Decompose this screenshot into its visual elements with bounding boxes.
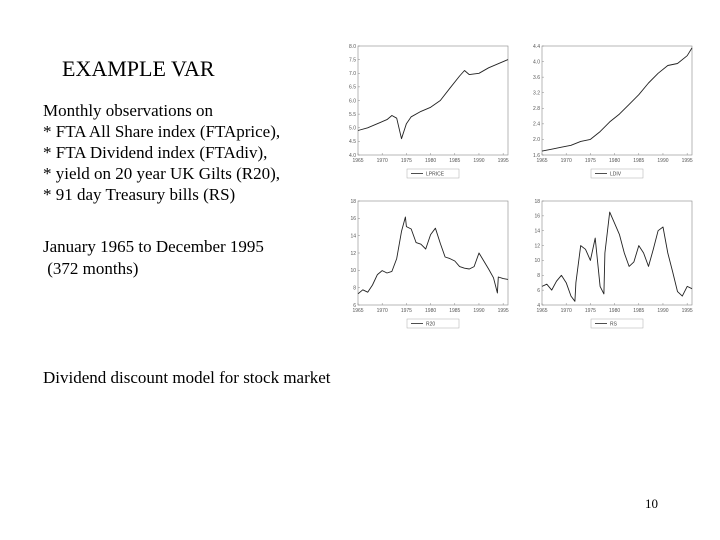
series-line-ldiv [542, 48, 692, 151]
page-number: 10 [645, 496, 658, 511]
legend [407, 319, 459, 328]
plot-frame [358, 201, 508, 305]
intro-text [43, 100, 280, 205]
slide-title: EXAMPLE VAR [62, 56, 215, 81]
x-tick-label: 1990 [473, 308, 485, 314]
x-tick-label: 1990 [657, 158, 669, 164]
y-tick-label: 6.5 [349, 84, 356, 91]
chart-rs [524, 195, 696, 335]
y-tick-label: 1.6 [533, 152, 540, 159]
x-tick-label: 1975 [584, 308, 596, 314]
legend [407, 169, 459, 178]
period-line: January 1965 to December 1995 [43, 237, 264, 256]
series-line-rs [542, 212, 692, 301]
intro-line: * yield on 20 year UK Gilts (R20), [43, 164, 281, 183]
x-tick-label: 1970 [376, 158, 388, 164]
y-tick-label: 4.0 [349, 152, 356, 159]
plot-frame [358, 46, 508, 155]
legend [591, 169, 643, 178]
x-tick-label: 1975 [400, 308, 412, 314]
y-tick-label: 7.0 [349, 71, 356, 78]
x-tick-label: 1975 [584, 158, 596, 164]
legend [591, 319, 643, 328]
y-tick-label: 10 [534, 258, 540, 265]
x-tick-label: 1965 [536, 158, 548, 164]
x-tick-label: 1990 [657, 308, 669, 314]
legend-label: LPRICE [426, 171, 445, 178]
y-tick-label: 12 [350, 250, 356, 257]
x-tick-label: 1980 [609, 158, 621, 164]
y-tick-label: 8.0 [349, 43, 356, 50]
x-tick-label: 1970 [560, 308, 572, 314]
y-tick-label: 4.4 [533, 43, 540, 50]
x-tick-label: 1965 [352, 308, 364, 314]
y-tick-label: 4 [537, 302, 540, 309]
model-text: Dividend discount model for stock market [43, 368, 331, 387]
y-tick-label: 5.5 [349, 111, 356, 118]
x-tick-label: 1985 [449, 158, 461, 164]
y-tick-label: 6 [353, 302, 356, 309]
intro-line: * FTA Dividend index (FTAdiv), [43, 143, 268, 162]
y-tick-label: 4.5 [349, 139, 356, 146]
y-tick-label: 8 [353, 285, 356, 292]
y-tick-label: 6.0 [349, 98, 356, 105]
y-tick-label: 10 [350, 268, 356, 275]
y-tick-label: 18 [350, 198, 356, 205]
chart-lprice [340, 40, 512, 185]
legend-label: LDIV [610, 171, 622, 178]
x-tick-label: 1970 [376, 308, 388, 314]
y-tick-label: 5.0 [349, 125, 356, 132]
period-line: (372 months) [43, 259, 139, 278]
y-tick-label: 16 [534, 213, 540, 220]
intro-line: * 91 day Treasury bills (RS) [43, 185, 236, 204]
y-tick-label: 12 [534, 243, 540, 250]
y-tick-label: 2.4 [533, 121, 540, 128]
y-tick-label: 14 [534, 228, 540, 235]
plot-frame [542, 46, 692, 155]
chart-ldiv [524, 40, 696, 185]
x-tick-label: 1980 [425, 308, 437, 314]
x-tick-label: 1985 [633, 158, 645, 164]
y-tick-label: 2.0 [533, 137, 540, 144]
x-tick-label: 1985 [449, 308, 461, 314]
x-tick-label: 1965 [352, 158, 364, 164]
chart-r20 [340, 195, 512, 335]
x-tick-label: 1985 [633, 308, 645, 314]
legend-label: RS [610, 321, 617, 328]
intro-line: * FTA All Share index (FTAprice), [43, 122, 281, 141]
y-tick-label: 2.8 [533, 106, 540, 113]
intro-line: Monthly observations on [43, 101, 213, 120]
series-line-r20 [358, 217, 508, 294]
x-tick-label: 1980 [425, 158, 437, 164]
period-text [43, 236, 264, 280]
x-tick-label: 1975 [400, 158, 412, 164]
series-line-lprice [358, 60, 508, 139]
y-tick-label: 14 [350, 233, 356, 240]
legend-label: R20 [426, 321, 436, 328]
x-tick-label: 1970 [560, 158, 572, 164]
x-tick-label: 1995 [497, 308, 509, 314]
plot-frame [542, 201, 692, 305]
y-tick-label: 7.5 [349, 57, 356, 64]
x-tick-label: 1965 [536, 308, 548, 314]
x-tick-label: 1990 [473, 158, 485, 164]
y-tick-label: 6 [537, 287, 540, 294]
y-tick-label: 3.2 [533, 90, 540, 97]
y-tick-label: 3.6 [533, 74, 540, 81]
x-tick-label: 1995 [681, 308, 693, 314]
y-tick-label: 16 [350, 216, 356, 223]
x-tick-label: 1995 [497, 158, 509, 164]
x-tick-label: 1995 [681, 158, 693, 164]
y-tick-label: 18 [534, 198, 540, 205]
y-tick-label: 8 [537, 273, 540, 280]
y-tick-label: 4.0 [533, 59, 540, 66]
x-tick-label: 1980 [609, 308, 621, 314]
